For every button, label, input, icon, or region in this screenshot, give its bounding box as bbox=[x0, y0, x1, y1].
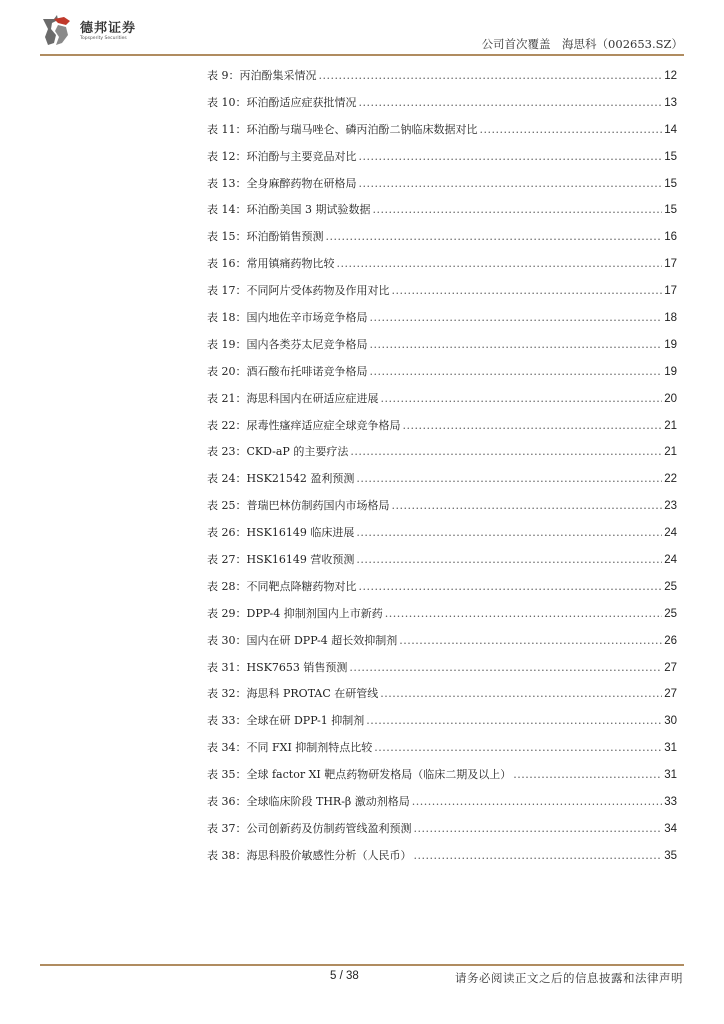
toc-entry-label[interactable]: 表 25：普瑞巴林仿制药国内市场格局 bbox=[207, 499, 390, 513]
toc-dot-leader bbox=[359, 174, 663, 194]
toc-entry-page[interactable]: 24 bbox=[664, 527, 677, 540]
toc-dot-leader bbox=[326, 227, 663, 247]
toc-entry[interactable] bbox=[207, 147, 677, 174]
footer-divider bbox=[40, 964, 684, 966]
toc-entry-page[interactable]: 17 bbox=[664, 258, 677, 271]
toc-entry-label[interactable]: 表 33：全球在研 DPP-1 抑制剂 bbox=[207, 714, 365, 728]
toc-entry-page[interactable]: 20 bbox=[664, 392, 677, 405]
toc-entry-page[interactable]: 12 bbox=[664, 70, 677, 82]
toc-entry-page[interactable]: 27 bbox=[664, 661, 677, 674]
toc-entry[interactable] bbox=[207, 389, 677, 416]
toc-dot-leader bbox=[414, 846, 663, 866]
toc-entry-label[interactable]: 表 31：HSK7653 销售预测 bbox=[207, 660, 348, 674]
toc-entry-label[interactable]: 表 17：不同阿片受体药物及作用对比 bbox=[207, 284, 390, 298]
toc-dot-leader bbox=[403, 416, 663, 436]
toc-entry-page[interactable]: 15 bbox=[664, 204, 677, 217]
topsperity-logo-icon bbox=[40, 15, 76, 47]
toc-entry-page[interactable]: 21 bbox=[664, 419, 677, 432]
toc-entry[interactable] bbox=[207, 66, 677, 93]
toc-dot-leader bbox=[337, 254, 663, 274]
toc-entry-page[interactable]: 14 bbox=[664, 123, 677, 136]
toc-entry-label[interactable]: 表 11：环泊酚与瑞马唑仑、磷丙泊酚二钠临床数据对比 bbox=[207, 122, 478, 136]
toc-dot-leader bbox=[392, 496, 663, 516]
toc-entry-label[interactable]: 表 19：国内各类芬太尼竞争格局 bbox=[207, 337, 368, 351]
toc-dot-leader bbox=[359, 147, 663, 167]
toc-entry-page[interactable]: 25 bbox=[664, 580, 677, 593]
toc-dot-leader bbox=[356, 469, 662, 489]
toc-dot-leader bbox=[356, 523, 662, 543]
toc-entry[interactable] bbox=[207, 577, 677, 604]
table-of-tables bbox=[207, 66, 677, 873]
toc-entry-label[interactable]: 表 20：酒石酸布托啡诺竞争格局 bbox=[207, 364, 368, 378]
toc-entry-label[interactable]: 表 14：环泊酚美国 3 期试验数据 bbox=[207, 203, 371, 217]
toc-dot-leader bbox=[513, 765, 662, 785]
toc-entry[interactable] bbox=[207, 281, 677, 308]
logo-chinese-name: 德邦证券 bbox=[80, 20, 137, 36]
toc-entry[interactable] bbox=[207, 93, 677, 120]
toc-dot-leader bbox=[399, 631, 662, 651]
toc-entry[interactable] bbox=[207, 792, 677, 819]
page-number: 5 / 38 bbox=[330, 970, 359, 982]
toc-dot-leader bbox=[350, 442, 662, 462]
toc-entry-label[interactable]: 表 21：海思科国内在研适应症进展 bbox=[207, 391, 379, 405]
toc-entry[interactable] bbox=[207, 496, 677, 523]
toc-dot-leader bbox=[370, 308, 663, 328]
toc-entry-page[interactable]: 19 bbox=[664, 365, 677, 378]
toc-entry-page[interactable]: 31 bbox=[664, 769, 677, 782]
toc-entry-page[interactable]: 26 bbox=[664, 634, 677, 647]
toc-dot-leader bbox=[349, 658, 662, 678]
toc-entry-page[interactable]: 22 bbox=[664, 473, 677, 486]
toc-entry[interactable] bbox=[207, 819, 677, 846]
toc-dot-leader bbox=[380, 684, 662, 704]
company-logo bbox=[40, 15, 136, 47]
report-title: 公司首次覆盖 海思科（002653.SZ） bbox=[481, 37, 683, 51]
toc-entry-page[interactable]: 21 bbox=[664, 446, 677, 459]
toc-entry-page[interactable]: 25 bbox=[664, 607, 677, 620]
toc-dot-leader bbox=[319, 66, 663, 86]
toc-dot-leader bbox=[373, 200, 663, 220]
toc-entry[interactable] bbox=[207, 335, 677, 362]
toc-entry-label[interactable]: 表 24：HSK21542 盈利预测 bbox=[207, 472, 355, 486]
toc-entry-page[interactable]: 19 bbox=[664, 338, 677, 351]
toc-entry-page[interactable]: 16 bbox=[664, 231, 677, 244]
toc-entry-label[interactable]: 表 22：尿毒性瘙痒适应症全球竞争格局 bbox=[207, 418, 401, 432]
toc-entry[interactable] bbox=[207, 523, 677, 550]
page-header bbox=[0, 0, 724, 60]
toc-entry-page[interactable]: 18 bbox=[664, 312, 677, 325]
toc-entry-label[interactable]: 表 35：全球 factor XI 靶点药物研发格局（临床二期及以上） bbox=[207, 768, 512, 782]
toc-entry[interactable] bbox=[207, 416, 677, 443]
toc-entry-label[interactable]: 表 13：全身麻醉药物在研格局 bbox=[207, 176, 357, 190]
toc-entry-page[interactable]: 15 bbox=[664, 177, 677, 190]
toc-entry-label[interactable]: 表 16：常用镇痛药物比较 bbox=[207, 257, 335, 271]
toc-entry-label[interactable]: 表 37：公司创新药及仿制药管线盈利预测 bbox=[207, 821, 412, 835]
toc-entry[interactable] bbox=[207, 738, 677, 765]
toc-entry-page[interactable]: 27 bbox=[664, 688, 677, 701]
toc-entry[interactable] bbox=[207, 846, 677, 873]
toc-dot-leader bbox=[374, 738, 662, 758]
toc-entry[interactable] bbox=[207, 711, 677, 738]
toc-entry-label[interactable]: 表 23：CKD-aP 的主要疗法 bbox=[207, 445, 349, 459]
toc-entry-page[interactable]: 35 bbox=[664, 849, 677, 862]
toc-entry-label[interactable]: 表 26：HSK16149 临床进展 bbox=[207, 526, 355, 540]
toc-entry-label[interactable]: 表 29：DPP-4 抑制剂国内上市新药 bbox=[207, 606, 383, 620]
toc-entry-label[interactable]: 表 27：HSK16149 营收预测 bbox=[207, 553, 355, 567]
toc-dot-leader bbox=[480, 120, 663, 140]
toc-entry-page[interactable]: 13 bbox=[664, 96, 677, 109]
toc-entry-label[interactable]: 表 9：丙泊酚集采情况 bbox=[207, 69, 317, 82]
toc-entry-page[interactable]: 23 bbox=[664, 500, 677, 513]
toc-dot-leader bbox=[392, 281, 663, 301]
logo-text bbox=[80, 21, 136, 42]
toc-entry[interactable] bbox=[207, 254, 677, 281]
header-divider bbox=[40, 54, 684, 56]
toc-entry[interactable] bbox=[207, 469, 677, 496]
toc-entry[interactable] bbox=[207, 442, 677, 469]
toc-entry[interactable] bbox=[207, 308, 677, 335]
toc-entry-label[interactable]: 表 30：国内在研 DPP-4 超长效抑制剂 bbox=[207, 633, 398, 647]
toc-dot-leader bbox=[366, 711, 662, 731]
footer-disclaimer: 请务必阅读正文之后的信息披露和法律声明 bbox=[455, 971, 683, 985]
toc-entry[interactable] bbox=[207, 684, 677, 711]
toc-entry-label[interactable]: 表 32：海思科 PROTAC 在研管线 bbox=[207, 687, 379, 701]
toc-dot-leader bbox=[356, 550, 662, 570]
toc-entry[interactable] bbox=[207, 765, 677, 792]
toc-dot-leader bbox=[359, 577, 663, 597]
toc-entry[interactable] bbox=[207, 174, 677, 201]
toc-dot-leader bbox=[370, 335, 663, 355]
toc-entry[interactable] bbox=[207, 658, 677, 685]
toc-entry[interactable] bbox=[207, 227, 677, 254]
toc-entry-label[interactable]: 表 38：海思科股价敏感性分析（人民币） bbox=[207, 848, 412, 862]
toc-entry-page[interactable]: 30 bbox=[664, 715, 677, 728]
toc-entry-label[interactable]: 表 36：全球临床阶段 THR-β 激动剂格局 bbox=[207, 795, 410, 809]
toc-entry[interactable] bbox=[207, 631, 677, 658]
toc-entry-label[interactable]: 表 18：国内地佐辛市场竞争格局 bbox=[207, 311, 368, 325]
toc-dot-leader bbox=[370, 362, 663, 382]
toc-dot-leader bbox=[412, 792, 662, 812]
logo-english-name: Topsperity Securities bbox=[80, 35, 127, 41]
toc-dot-leader bbox=[414, 819, 663, 839]
toc-entry-label[interactable]: 表 34：不同 FXI 抑制剂特点比较 bbox=[207, 741, 373, 755]
toc-entry-page[interactable]: 33 bbox=[664, 796, 677, 809]
toc-entry-label[interactable]: 表 28：不同靶点降糖药物对比 bbox=[207, 579, 357, 593]
toc-dot-leader bbox=[385, 604, 662, 624]
toc-entry-page[interactable]: 24 bbox=[664, 554, 677, 567]
toc-entry[interactable] bbox=[207, 200, 677, 227]
toc-entry-label[interactable]: 表 10：环泊酚适应症获批情况 bbox=[207, 95, 357, 109]
toc-entry[interactable] bbox=[207, 550, 677, 577]
toc-entry[interactable] bbox=[207, 604, 677, 631]
toc-entry-page[interactable]: 17 bbox=[664, 285, 677, 298]
toc-dot-leader bbox=[381, 389, 663, 409]
toc-entry-page[interactable]: 34 bbox=[664, 822, 677, 835]
toc-entry[interactable] bbox=[207, 362, 677, 389]
toc-entry-label[interactable]: 表 15：环泊酚销售预测 bbox=[207, 230, 324, 244]
toc-entry-label[interactable]: 表 12：环泊酚与主要竞品对比 bbox=[207, 149, 357, 163]
toc-entry[interactable] bbox=[207, 120, 677, 147]
toc-dot-leader bbox=[359, 93, 663, 113]
toc-entry-page[interactable]: 31 bbox=[664, 742, 677, 755]
toc-entry-page[interactable]: 15 bbox=[664, 150, 677, 163]
